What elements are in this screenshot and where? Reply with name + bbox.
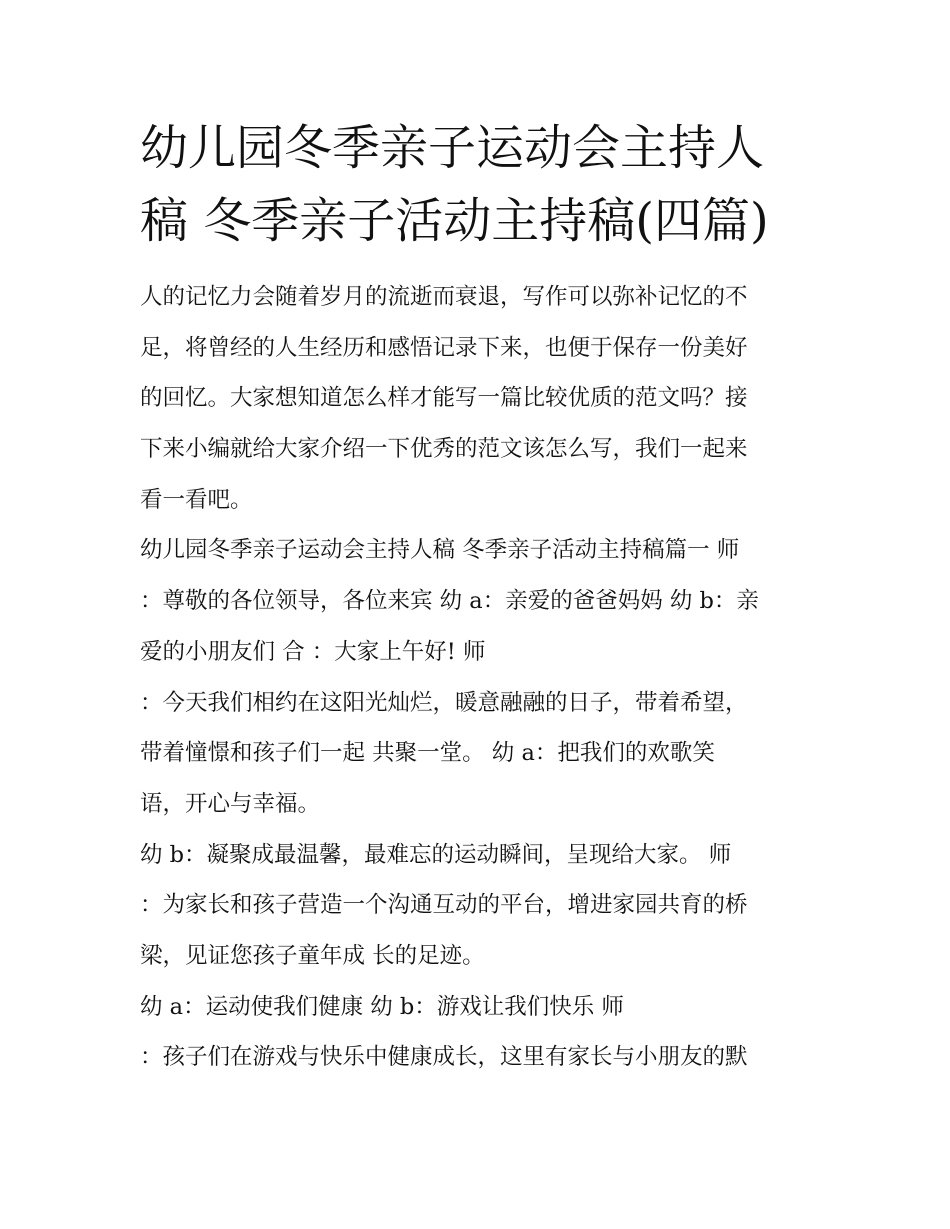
body-line: 人的记忆力会随着岁月的流逝而衰退，写作可以弥补记忆的不 xyxy=(140,284,748,310)
body-line: 梁，见证您孩子童年成 长的足迹。 xyxy=(140,942,485,969)
body-line: ：孩子们在游戏与快乐中健康成长，这里有家长与小朋友的默 xyxy=(140,1044,748,1071)
document-title xyxy=(140,112,820,258)
body-line: 幼 a：运动使我们健康 幼 b：游戏让我们快乐 师 xyxy=(140,993,624,1020)
body-line: ：今天我们相约在这阳光灿烂，暖意融融的日子，带着希望， xyxy=(140,689,748,716)
title-line: 稿 冬季亲子活动主持稿(四篇) xyxy=(140,193,769,249)
document-body xyxy=(140,272,820,1083)
body-line: 下来小编就给大家介绍一下优秀的范文该怎么写，我们一起来 xyxy=(140,436,748,463)
body-line: 带着憧憬和孩子们一起 共聚一堂。 幼 a：把我们的欢歌笑 xyxy=(140,740,715,767)
body-line: 幼儿园冬季亲子运动会主持人稿 冬季亲子活动主持稿篇一 师 xyxy=(140,537,740,564)
body-line: ：尊敬的各位领导，各位来宾 幼 a：亲爱的爸爸妈妈 幼 b：亲 xyxy=(140,588,759,615)
body-line: 语，开心与幸福。 xyxy=(140,790,321,817)
body-line: 足，将曾经的人生经历和感悟记录下来，也便于保存一份美好 xyxy=(140,334,748,361)
body-line: 幼 b：凝聚成最温馨，最难忘的运动瞬间，呈现给大家。 师 xyxy=(140,841,732,868)
body-line: ：为家长和孩子营造一个沟通互动的平台，增进家园共育的桥 xyxy=(140,892,748,919)
title-line: 幼儿园冬季亲子运动会主持人 xyxy=(140,120,765,176)
document-page xyxy=(140,112,820,1083)
body-line: 看一看吧。 xyxy=(140,486,253,513)
body-line: 爱的小朋友们 合 ：大家上午好! 师 xyxy=(140,638,486,665)
body-line: 的回忆。大家想知道怎么样才能写一篇比较优质的范文吗？接 xyxy=(140,385,748,412)
